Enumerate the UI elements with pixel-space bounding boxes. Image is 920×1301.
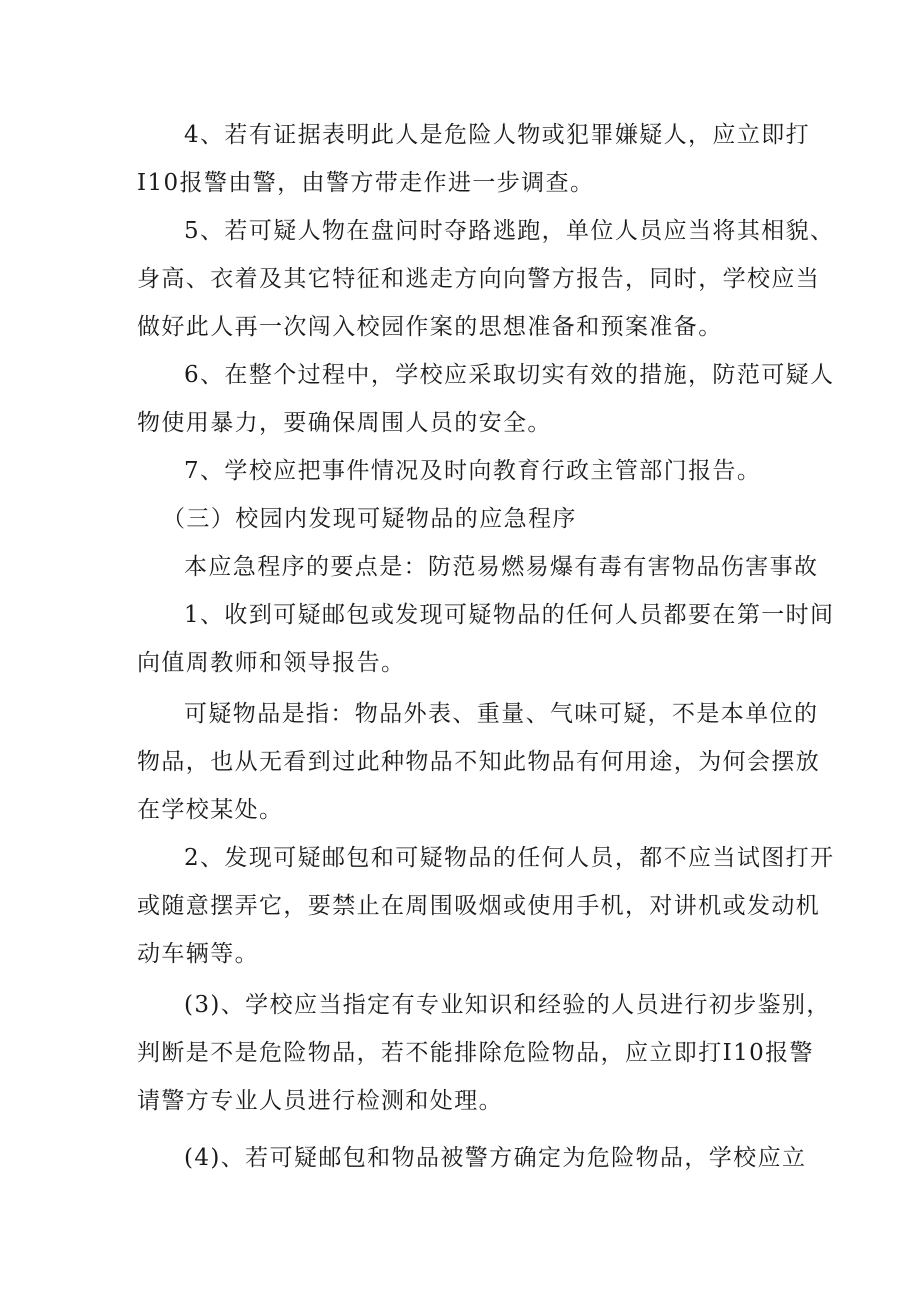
text-line: 物使用暴力，要确保周围人员的安全。 <box>137 410 552 436</box>
text-line: 7、学校应把事件情况及时向教育行政主管部门报告。 <box>184 458 762 484</box>
text-line: 向值周教师和领导报告。 <box>137 650 406 676</box>
text-line: 1、收到可疑邮包或发现可疑物品的任何人员都要在第一时间 <box>184 602 835 628</box>
text-line: (3)、学校应当指定有专业知识和经验的人员进行初步鉴别， <box>184 992 831 1018</box>
text-line: 可疑物品是指：物品外表、重量、气味可疑，不是本单位的 <box>184 701 819 727</box>
text-line: 判断是不是危险物品，若不能排除危险物品，应立即打I10报警 <box>137 1040 814 1066</box>
section-heading: （三）校园内发现可疑物品的应急程序 <box>162 506 577 532</box>
text-line: 请警方专业人员进行检测和处理。 <box>137 1088 503 1114</box>
text-line: 或随意摆弄它，要禁止在周围吸烟或使用手机，对讲机或发动机 <box>137 893 821 919</box>
text-line: 在学校某处。 <box>137 797 284 823</box>
text-line: 动车辆等。 <box>137 941 259 967</box>
text-line: I10报警由警，由警方带走作进一步调查。 <box>137 170 595 196</box>
text-line: 物品，也从无看到过此种物品不知此物品有何用途，为何会摆放 <box>137 749 821 775</box>
text-line: 5、若可疑人物在盘问时夺路逃跑，单位人员应当将其相貌、 <box>184 218 835 244</box>
text-line: 做好此人再一次闯入校园作案的思想准备和预案准备。 <box>137 314 723 340</box>
text-line: 4、若有证据表明此人是危险人物或犯罪嫌疑人，应立即打 <box>184 122 811 148</box>
text-line: 2、发现可疑邮包和可疑物品的任何人员，都不应当试图打开 <box>184 845 835 871</box>
text-line: 本应急程序的要点是：防范易燃易爆有毒有害物品伤害事故 <box>184 554 819 580</box>
text-line: 6、在整个过程中，学校应采取切实有效的措施，防范可疑人 <box>184 362 835 388</box>
text-line: 身高、衣着及其它特征和逃走方向向警方报告，同时，学校应当 <box>137 266 821 292</box>
text-line: (4)、若可疑邮包和物品被警方确定为危险物品，学校应立 <box>184 1145 807 1171</box>
